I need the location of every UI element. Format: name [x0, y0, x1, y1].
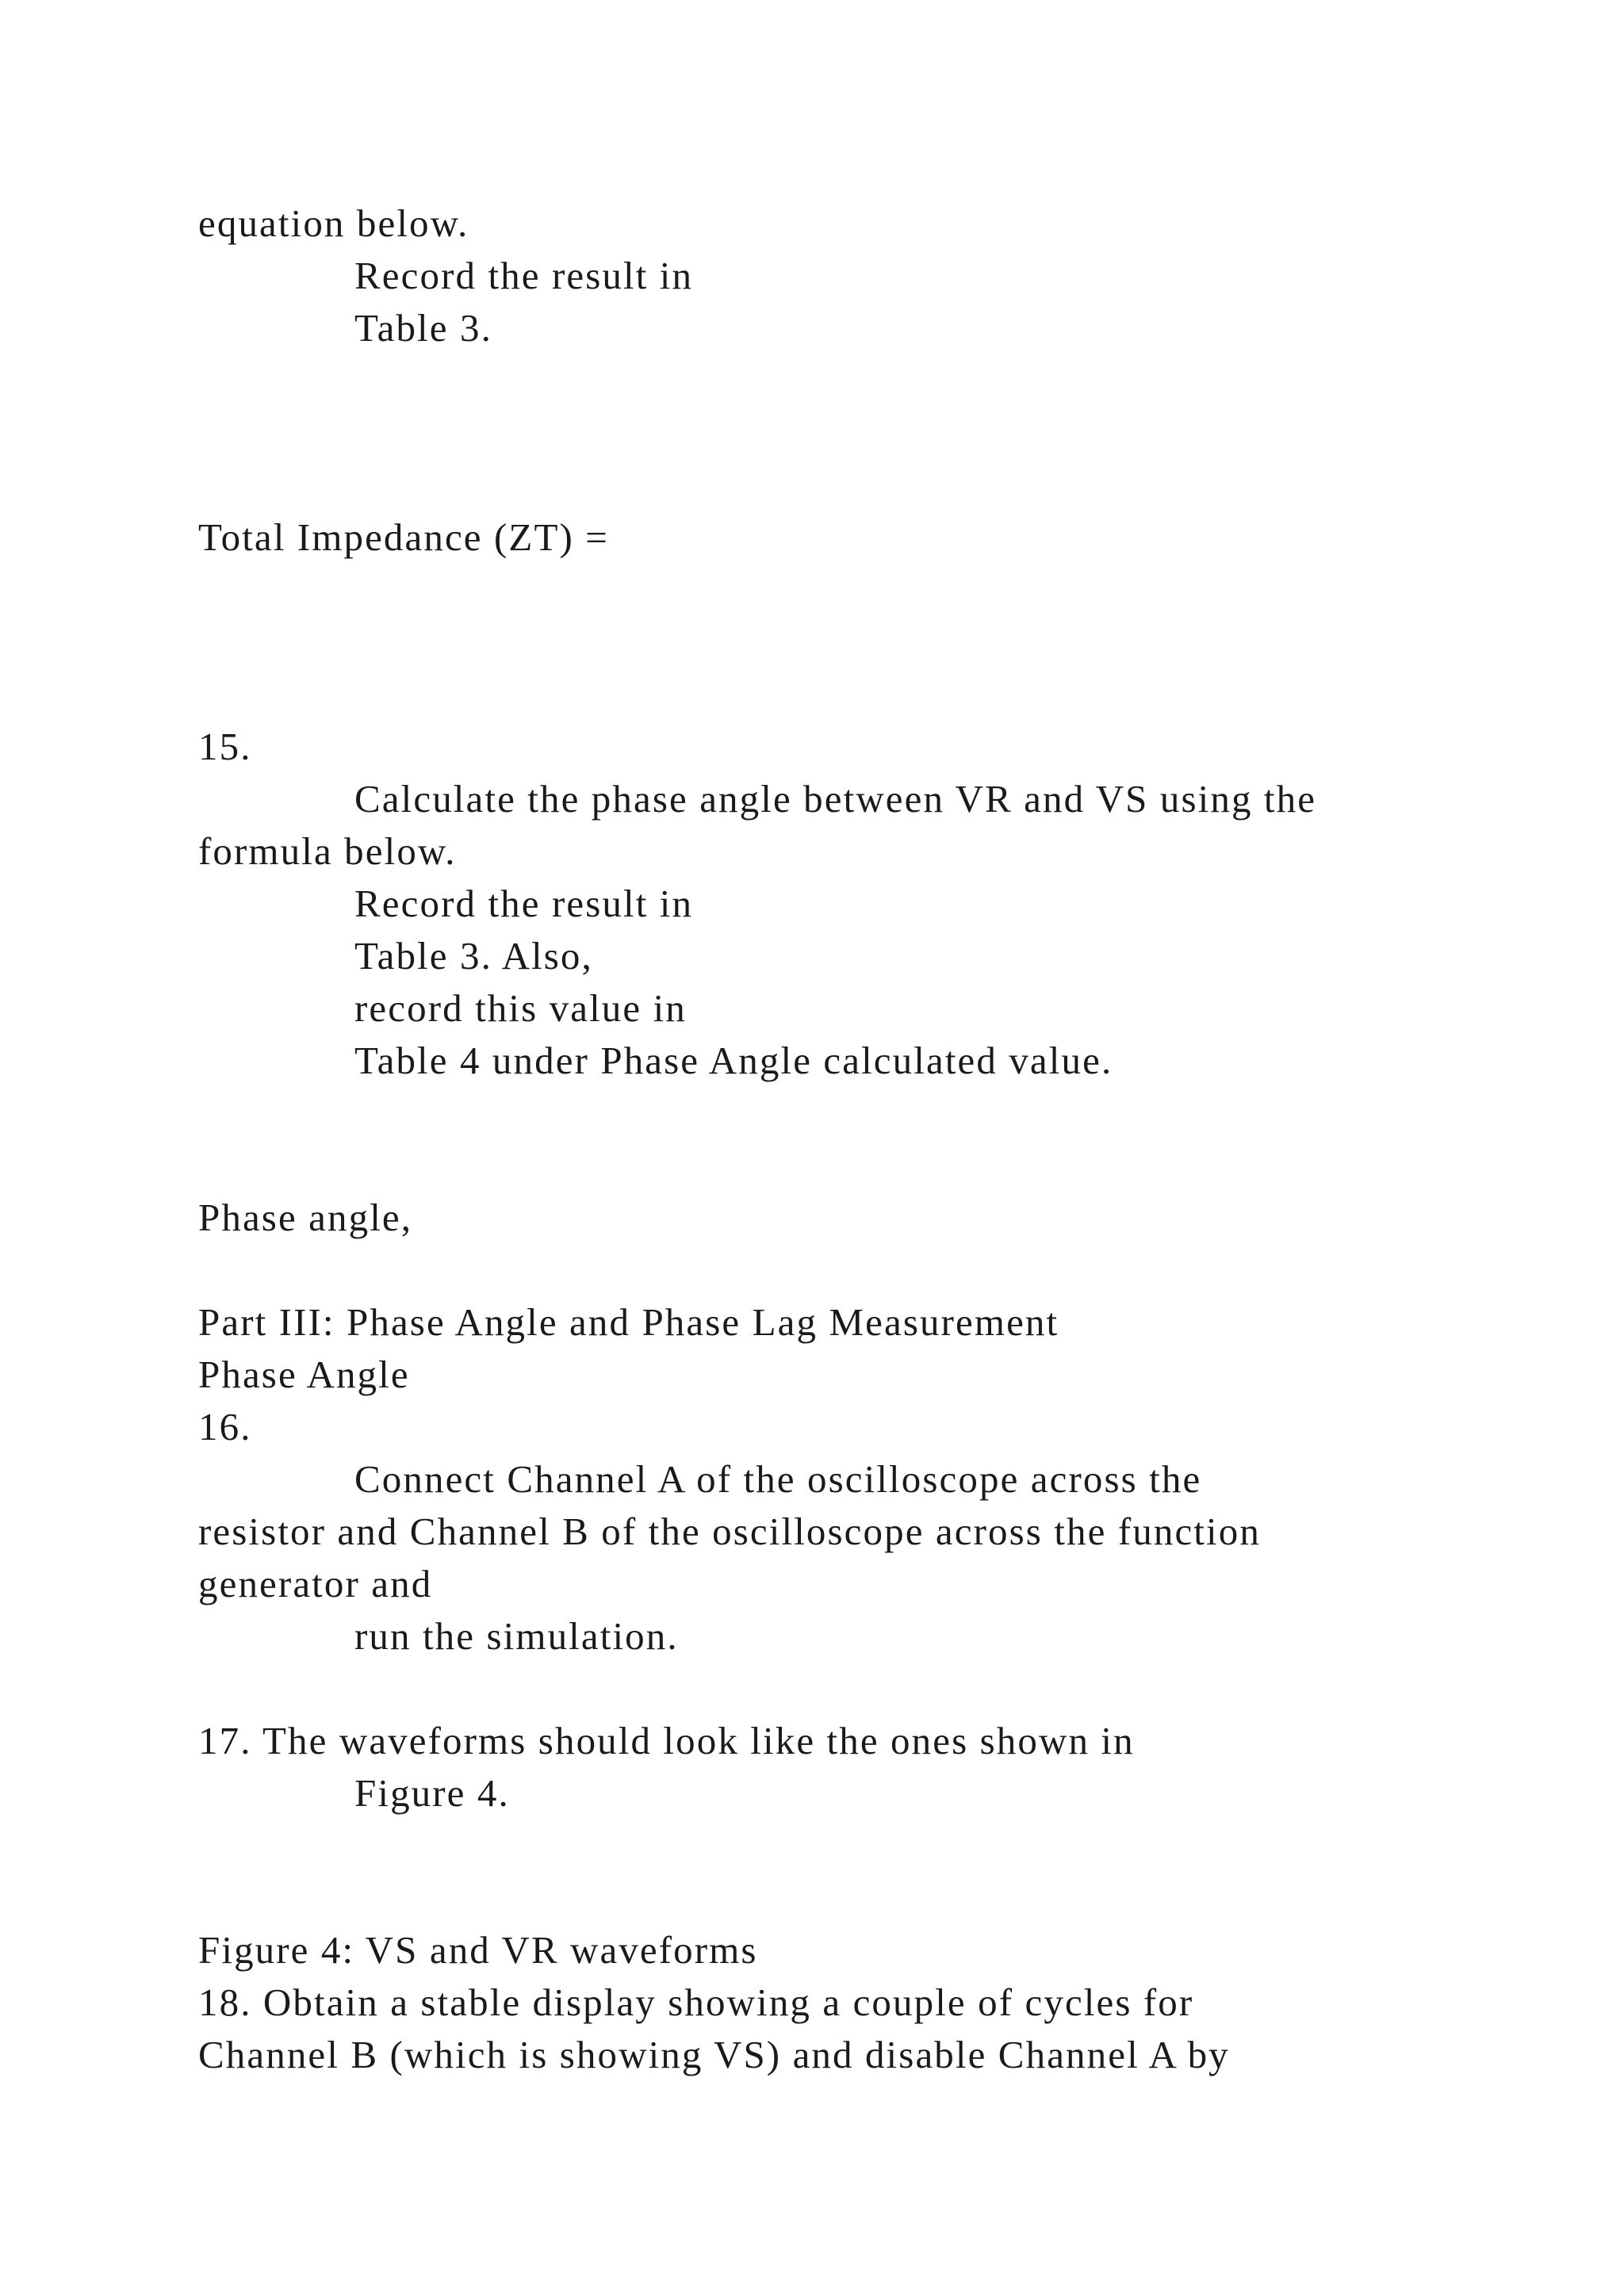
- text-line: Record the result in: [354, 254, 694, 297]
- text-line: 17. The waveforms should look like the ones shown in: [198, 1719, 1135, 1762]
- text-line: formula below.: [198, 829, 457, 873]
- text-line: 18. Obtain a stable display showing a couple of cycles for: [198, 1980, 1194, 2024]
- text-line: Record the result in: [354, 882, 694, 925]
- text-line: Total Impedance (ZT) =: [198, 515, 609, 559]
- text-line: resistor and Channel B of the oscilloscope across the function: [198, 1510, 1261, 1553]
- text-line: Table 3. Also,: [354, 934, 593, 978]
- step-number: 16.: [198, 1405, 252, 1448]
- text-line: Connect Channel A of the oscilloscope across the: [354, 1457, 1202, 1501]
- text-line: Table 4 under Phase Angle calculated value.: [354, 1039, 1113, 1082]
- figure-caption: Figure 4: VS and VR waveforms: [198, 1928, 758, 1972]
- text-line: run the simulation.: [354, 1614, 679, 1658]
- text-line: record this value in: [354, 986, 687, 1030]
- text-line: Figure 4.: [354, 1771, 510, 1815]
- text-line: Channel B (which is showing VS) and disable Channel A by: [198, 2033, 1230, 2076]
- text-line: Table 3.: [354, 306, 492, 350]
- section-heading: Part III: Phase Angle and Phase Lag Measurement: [198, 1300, 1059, 1344]
- text-line: Phase angle,: [198, 1196, 413, 1239]
- text-line: generator and: [198, 1562, 433, 1605]
- text-line: equation below.: [198, 201, 469, 245]
- text-line: Calculate the phase angle between VR and VS using the: [354, 777, 1317, 821]
- subsection-heading: Phase Angle: [198, 1353, 410, 1396]
- step-number: 15.: [198, 725, 252, 768]
